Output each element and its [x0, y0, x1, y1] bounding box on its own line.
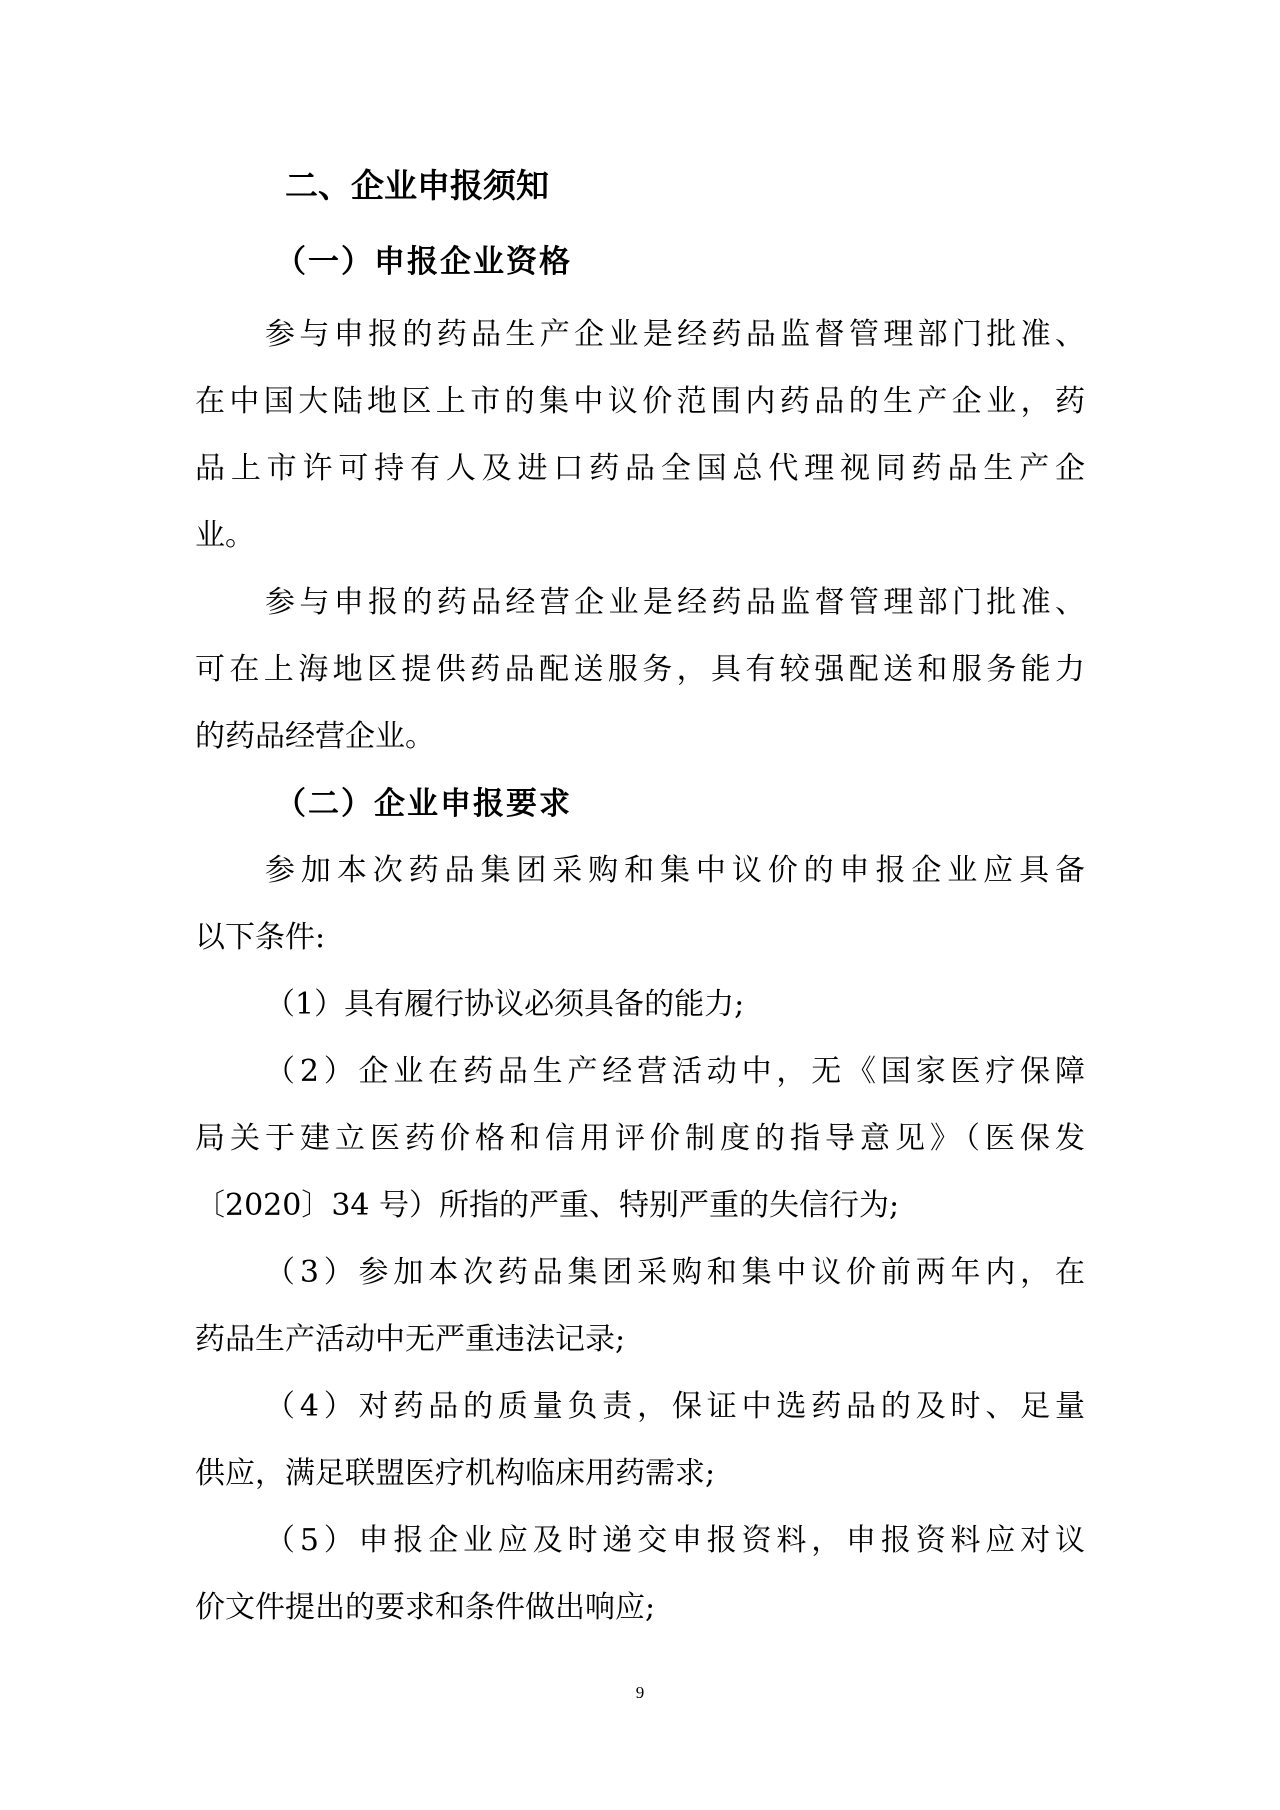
- page-number: 9: [635, 1683, 645, 1702]
- list-item-line: （2）企业在药品生产经营活动中，无《国家医疗保障: [265, 1054, 1085, 1089]
- list-item-line: （1）具有履行协议必须具备的能力;: [265, 987, 745, 1022]
- paragraph-line: 的药品经营企业。: [195, 719, 435, 754]
- list-item-line: （4）对药品的质量负责，保证中选药品的及时、足量: [265, 1389, 1085, 1424]
- paragraph-line: 参加本次药品集团采购和集中议价的申报企业应具备: [265, 853, 1085, 888]
- list-item-line: 供应，满足联盟医疗机构临床用药需求;: [195, 1456, 716, 1491]
- list-item-line: 局关于建立医药价格和信用评价制度的指导意见》（医保发: [195, 1121, 1085, 1156]
- paragraph-line: 业。: [195, 518, 255, 553]
- paragraph-line: 以下条件:: [195, 920, 326, 955]
- paragraph-line: 参与申报的药品生产企业是经药品监督管理部门批准、: [265, 317, 1085, 352]
- list-item-line: （3）参加本次药品集团采购和集中议价前两年内，在: [265, 1255, 1085, 1290]
- paragraph-line: 品上市许可持有人及进口药品全国总代理视同药品生产企: [195, 451, 1085, 486]
- list-item-line: 价文件提出的要求和条件做出响应;: [195, 1590, 656, 1625]
- section-2-title: （二）企业申报要求: [275, 786, 572, 822]
- list-item-line: （5）申报企业应及时递交申报资料，申报资料应对议: [265, 1523, 1085, 1558]
- section-1-title: （一）申报企业资格: [275, 244, 572, 280]
- list-item-line: 〔2020〕34 号）所指的严重、特别严重的失信行为;: [195, 1188, 900, 1223]
- paragraph-line: 可在上海地区提供药品配送服务，具有较强配送和服务能力: [195, 652, 1085, 687]
- chapter-heading: 二、企业申报须知: [285, 166, 549, 205]
- paragraph-line: 在中国大陆地区上市的集中议价范围内药品的生产企业，药: [195, 384, 1085, 419]
- list-item-line: 药品生产活动中无严重违法记录;: [195, 1322, 626, 1357]
- paragraph-line: 参与申报的药品经营企业是经药品监督管理部门批准、: [265, 585, 1085, 620]
